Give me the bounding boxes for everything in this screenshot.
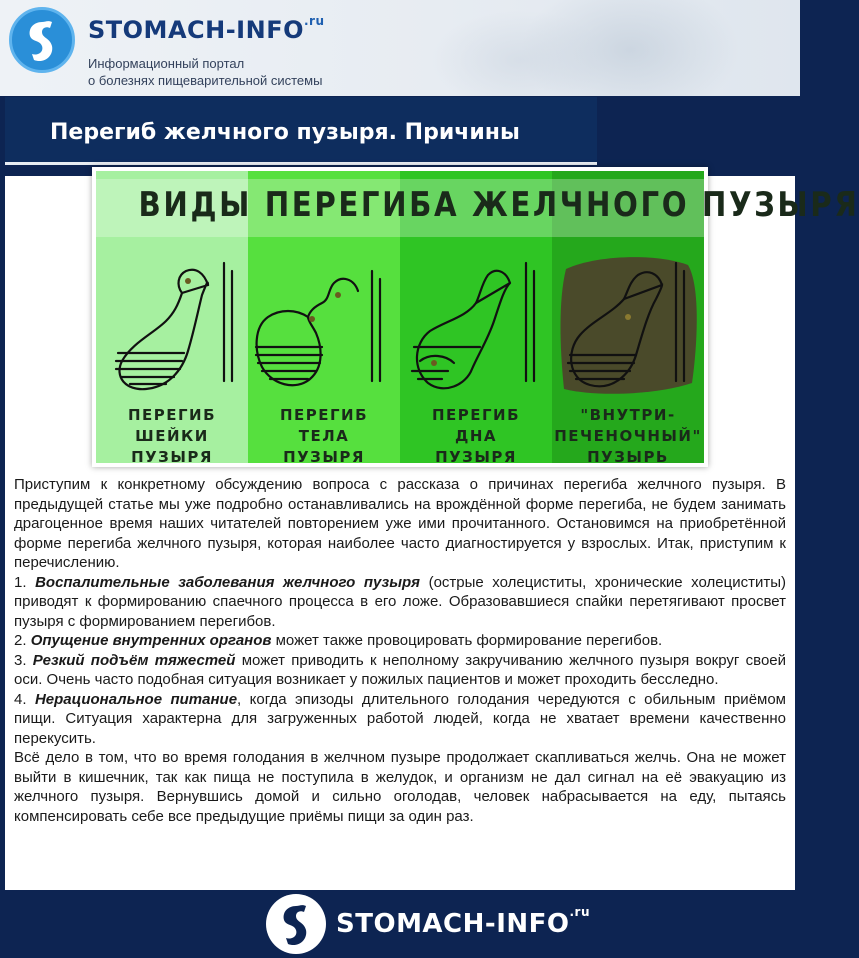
logo-tagline: Информационный портал (88, 56, 245, 71)
logo-wordmark[interactable]: STOMACH-$INFO^{.ru}$ (88, 14, 325, 44)
panel-caption-body: ПЕРЕГИБ ТЕЛА ПУЗЫРЯ (279, 406, 369, 466)
article-body (14, 475, 786, 826)
list-item: 4. Нерациональное питание, когда эпизоды длительного голодания чередуются с обильным приёмом пищи. Ситуация характерна для загруженных работой людей, когда не хватает времени качественно перекусить. (14, 690, 786, 747)
intrahepatic-gallbladder-icon (561, 257, 697, 394)
list-item: 2. Опущение внутренних органов может также провоцировать формирование перегибов. (14, 632, 663, 649)
panel-caption-neck: ПЕРЕГИБ ШЕЙКИ ПУЗЫРЯ (127, 406, 217, 466)
list-item: 1. Воспалительные заболевания желчного пузыря (острые холециститы, хронические холециститы) приводят к формированию спаечного процесса в его ложе. Образовавшиеся спайки перетягивают просвет пузыря с формированием перегибов. (14, 573, 786, 630)
stomach-logo-icon[interactable] (266, 894, 326, 954)
infographic-title: ВИДЫ ПЕРЕГИБА ЖЕЛЧНОГО ПУЗЫРЯ (138, 185, 859, 225)
logo-tagline: о болезнях пищеварительной системы (88, 73, 323, 88)
gallbladder-kink-infographic (92, 167, 859, 467)
page-title: Перегиб желчного пузыря. Причины (50, 120, 520, 145)
article-paragraph: Всё дело в том, что во время голодания в желчном пузыре продолжает скапливаться желчь. Она не может выйти в кишечник, так как пища не поступила в желудок, и организм не дал сигнал на её эвакуацию из желчного пузыря. Вернувшись домой и сильно оголодав, человек набрасывается на еду, пытаясь компенсировать себе все предыдущие приёмы пищи за один раз. (14, 749, 786, 825)
article-paragraph: Приступим к конкретному обсуждению вопроса с рассказа о причинах перегиба желчного пузыря. В предыдущей статье мы уже подробно останавливались на врождённой форме перегиба, не будем занимать драгоценное время наших читателей повторением уже ими прочитанного. Остановимся на приобретённой форме перегиба желчного пузыря, которая наиболее часто диагностируется у взрослых. Итак, приступим к перечислению. (14, 476, 786, 571)
panel-caption-intrahepatic: "ВНУТРИ- ПЕЧЕНОЧНЫЙ" ПУЗЫРЬ (554, 406, 702, 466)
footer-logo-wordmark[interactable]: STOMACH-$INFO^{.ru}$ (336, 905, 591, 939)
list-item: 3. Резкий подъём тяжестей может приводить к неполному закручиванию желчного пузыря вокруг своей оси. Очень часто подобная ситуация возникает у пожилых пациентов и может проходить бесследно. (14, 651, 787, 688)
stomach-logo-icon[interactable] (9, 7, 75, 73)
panel-caption-fundus: ПЕРЕГИБ ДНА ПУЗЫРЯ (431, 406, 521, 466)
